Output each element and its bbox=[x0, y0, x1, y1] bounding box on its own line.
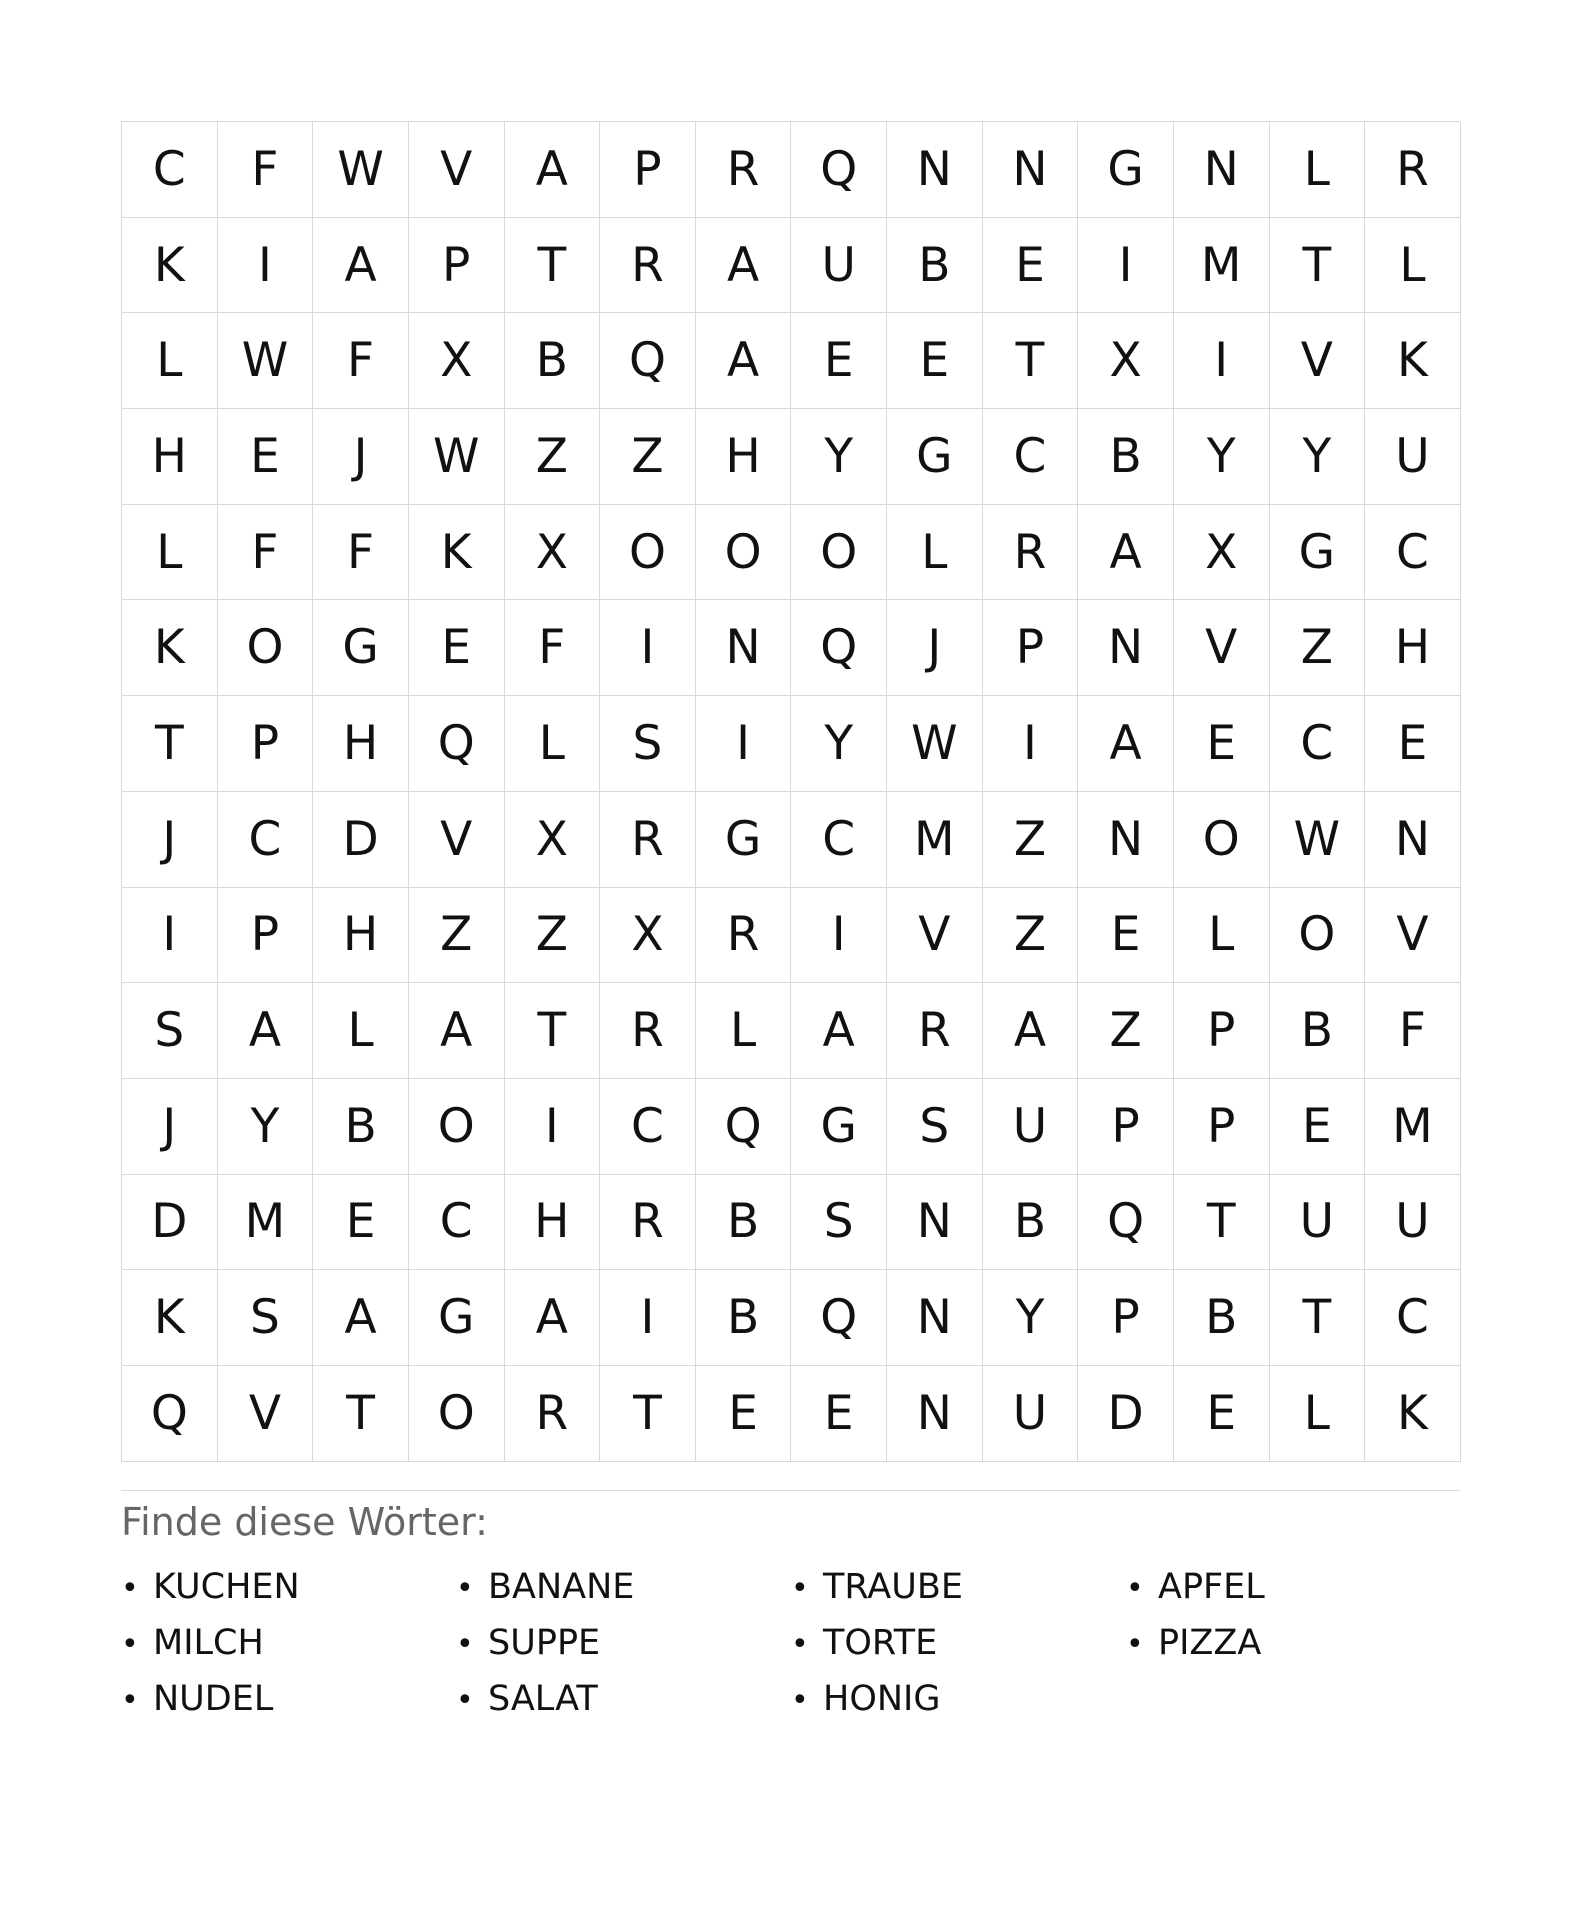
grid-cell[interactable]: N bbox=[887, 1175, 983, 1271]
grid-cell[interactable]: F bbox=[218, 122, 314, 218]
grid-cell[interactable]: I bbox=[791, 888, 887, 984]
word-label: SUPPE bbox=[488, 1622, 601, 1663]
grid-cell[interactable]: D bbox=[1078, 1366, 1174, 1462]
grid-cell[interactable]: G bbox=[887, 409, 983, 505]
grid-cell[interactable]: S bbox=[122, 983, 218, 1079]
grid-cell[interactable]: R bbox=[600, 218, 696, 314]
grid-cell[interactable]: H bbox=[1365, 600, 1461, 696]
grid-cell[interactable]: V bbox=[218, 1366, 314, 1462]
grid-cell[interactable]: R bbox=[600, 792, 696, 888]
grid-cell[interactable]: L bbox=[122, 313, 218, 409]
grid-cell[interactable]: J bbox=[122, 792, 218, 888]
grid-cell[interactable]: N bbox=[1078, 600, 1174, 696]
grid-cell[interactable]: L bbox=[696, 983, 792, 1079]
grid-cell[interactable]: A bbox=[505, 1270, 601, 1366]
grid-cell[interactable]: L bbox=[1365, 218, 1461, 314]
letter-grid bbox=[121, 121, 1460, 1462]
grid-cell[interactable]: B bbox=[983, 1175, 1079, 1271]
grid-cell[interactable]: Z bbox=[983, 888, 1079, 984]
grid-cell[interactable]: I bbox=[1078, 218, 1174, 314]
grid-cell[interactable]: K bbox=[122, 1270, 218, 1366]
grid-cell[interactable]: F bbox=[313, 505, 409, 601]
word-label: TRAUBE bbox=[823, 1566, 963, 1607]
grid-cell[interactable]: W bbox=[313, 122, 409, 218]
grid-cell[interactable]: A bbox=[409, 983, 505, 1079]
grid-cell[interactable]: E bbox=[218, 409, 314, 505]
grid-cell[interactable]: R bbox=[887, 983, 983, 1079]
grid-cell[interactable]: T bbox=[600, 1366, 696, 1462]
grid-cell[interactable]: M bbox=[218, 1175, 314, 1271]
word-item bbox=[791, 1559, 1126, 1615]
grid-cell[interactable]: S bbox=[600, 696, 696, 792]
grid-cell[interactable]: Z bbox=[1078, 983, 1174, 1079]
grid-cell[interactable]: E bbox=[696, 1366, 792, 1462]
bullet-icon: • bbox=[1126, 1626, 1144, 1662]
grid-cell[interactable]: L bbox=[313, 983, 409, 1079]
word-item bbox=[121, 1559, 456, 1615]
grid-cell[interactable]: V bbox=[409, 792, 505, 888]
grid-cell[interactable]: C bbox=[409, 1175, 505, 1271]
grid-cell[interactable]: I bbox=[983, 696, 1079, 792]
grid-cell[interactable]: A bbox=[791, 983, 887, 1079]
grid-cell[interactable]: K bbox=[409, 505, 505, 601]
bullet-icon: • bbox=[456, 1570, 474, 1606]
grid-cell[interactable]: C bbox=[1365, 1270, 1461, 1366]
word-label: KUCHEN bbox=[153, 1566, 300, 1607]
grid-cell[interactable]: I bbox=[218, 218, 314, 314]
word-label: MILCH bbox=[153, 1622, 264, 1663]
grid-cell[interactable]: H bbox=[696, 409, 792, 505]
grid-cell[interactable]: W bbox=[409, 409, 505, 505]
grid-cell[interactable]: W bbox=[887, 696, 983, 792]
grid-cell[interactable]: X bbox=[1174, 505, 1270, 601]
grid-cell[interactable]: Q bbox=[791, 600, 887, 696]
grid-cell[interactable]: Q bbox=[791, 122, 887, 218]
grid-cell[interactable]: V bbox=[1270, 313, 1366, 409]
bullet-icon: • bbox=[456, 1626, 474, 1662]
grid-cell[interactable]: S bbox=[887, 1079, 983, 1175]
grid-cell[interactable]: M bbox=[1365, 1079, 1461, 1175]
bullet-icon: • bbox=[121, 1682, 139, 1718]
grid-cell[interactable]: C bbox=[1365, 505, 1461, 601]
grid-cell[interactable]: E bbox=[1078, 888, 1174, 984]
word-label: TORTE bbox=[823, 1622, 938, 1663]
grid-cell[interactable]: B bbox=[1078, 409, 1174, 505]
grid-cell[interactable]: Q bbox=[696, 1079, 792, 1175]
grid-cell[interactable]: L bbox=[1270, 122, 1366, 218]
grid-cell[interactable]: Z bbox=[1270, 600, 1366, 696]
grid-cell[interactable]: N bbox=[983, 122, 1079, 218]
word-item bbox=[456, 1615, 791, 1671]
bullet-icon: • bbox=[121, 1570, 139, 1606]
grid-cell[interactable]: E bbox=[1174, 1366, 1270, 1462]
word-list bbox=[121, 1559, 1460, 1727]
grid-cell[interactable]: Q bbox=[600, 313, 696, 409]
grid-cell[interactable]: O bbox=[791, 505, 887, 601]
grid-cell[interactable]: N bbox=[887, 1366, 983, 1462]
grid-cell[interactable]: B bbox=[696, 1175, 792, 1271]
grid-cell[interactable]: P bbox=[1174, 1079, 1270, 1175]
grid-cell[interactable]: S bbox=[791, 1175, 887, 1271]
grid-cell[interactable]: Y bbox=[218, 1079, 314, 1175]
grid-cell[interactable]: Z bbox=[409, 888, 505, 984]
grid-cell[interactable]: N bbox=[696, 600, 792, 696]
grid-cell[interactable]: O bbox=[409, 1079, 505, 1175]
grid-cell[interactable]: Y bbox=[983, 1270, 1079, 1366]
grid-cell[interactable]: G bbox=[1078, 122, 1174, 218]
grid-cell[interactable]: O bbox=[1270, 888, 1366, 984]
grid-cell[interactable]: A bbox=[313, 1270, 409, 1366]
word-item bbox=[791, 1615, 1126, 1671]
grid-cell[interactable]: F bbox=[505, 600, 601, 696]
grid-cell[interactable]: J bbox=[122, 1079, 218, 1175]
word-item bbox=[456, 1671, 791, 1727]
grid-cell[interactable]: N bbox=[1078, 792, 1174, 888]
grid-cell[interactable]: T bbox=[505, 218, 601, 314]
grid-cell[interactable]: T bbox=[983, 313, 1079, 409]
grid-cell[interactable]: N bbox=[1365, 792, 1461, 888]
grid-cell[interactable]: Y bbox=[1270, 409, 1366, 505]
grid-cell[interactable]: J bbox=[313, 409, 409, 505]
grid-cell[interactable]: T bbox=[505, 983, 601, 1079]
grid-cell[interactable]: T bbox=[1270, 1270, 1366, 1366]
grid-cell[interactable]: D bbox=[313, 792, 409, 888]
grid-cell[interactable]: P bbox=[983, 600, 1079, 696]
grid-cell[interactable]: M bbox=[887, 792, 983, 888]
grid-cell[interactable]: G bbox=[696, 792, 792, 888]
grid-cell[interactable]: T bbox=[313, 1366, 409, 1462]
grid-cell[interactable]: U bbox=[791, 218, 887, 314]
grid-cell[interactable]: R bbox=[696, 888, 792, 984]
grid-cell[interactable]: I bbox=[696, 696, 792, 792]
grid-cell[interactable]: P bbox=[600, 122, 696, 218]
grid-cell[interactable]: U bbox=[983, 1366, 1079, 1462]
grid-cell[interactable]: L bbox=[1270, 1366, 1366, 1462]
grid-cell[interactable]: E bbox=[791, 1366, 887, 1462]
word-label: APFEL bbox=[1158, 1566, 1265, 1607]
grid-cell[interactable]: T bbox=[122, 696, 218, 792]
grid-cell[interactable]: Y bbox=[791, 409, 887, 505]
word-item bbox=[456, 1559, 791, 1615]
grid-cell[interactable]: W bbox=[218, 313, 314, 409]
word-item bbox=[121, 1671, 456, 1727]
grid-cell[interactable]: U bbox=[1365, 1175, 1461, 1271]
grid-cell[interactable]: B bbox=[887, 218, 983, 314]
word-label: BANANE bbox=[488, 1566, 635, 1607]
grid-cell[interactable]: H bbox=[313, 696, 409, 792]
bullet-icon: • bbox=[791, 1682, 809, 1718]
grid-cell[interactable]: O bbox=[1174, 792, 1270, 888]
grid-cell[interactable]: Y bbox=[1174, 409, 1270, 505]
grid-cell[interactable]: F bbox=[313, 313, 409, 409]
word-label: PIZZA bbox=[1158, 1622, 1262, 1663]
grid-cell[interactable]: E bbox=[409, 600, 505, 696]
grid-cell[interactable]: A bbox=[1078, 505, 1174, 601]
grid-cell[interactable]: F bbox=[1365, 983, 1461, 1079]
grid-cell[interactable]: E bbox=[887, 313, 983, 409]
grid-cell[interactable]: E bbox=[313, 1175, 409, 1271]
grid-cell[interactable]: W bbox=[1270, 792, 1366, 888]
bullet-icon: • bbox=[121, 1626, 139, 1662]
grid-cell[interactable]: Q bbox=[791, 1270, 887, 1366]
grid-cell[interactable]: P bbox=[1078, 1270, 1174, 1366]
grid-cell[interactable]: H bbox=[313, 888, 409, 984]
bullet-icon: • bbox=[456, 1682, 474, 1718]
grid-cell[interactable]: L bbox=[1174, 888, 1270, 984]
grid-cell[interactable]: B bbox=[696, 1270, 792, 1366]
grid-cell[interactable]: B bbox=[313, 1079, 409, 1175]
word-label: HONIG bbox=[823, 1678, 941, 1719]
grid-cell[interactable]: V bbox=[1174, 600, 1270, 696]
grid-cell[interactable]: C bbox=[122, 122, 218, 218]
grid-cell[interactable]: R bbox=[600, 983, 696, 1079]
grid-cell[interactable]: K bbox=[1365, 313, 1461, 409]
grid-cell[interactable]: X bbox=[505, 792, 601, 888]
grid-cell[interactable]: Z bbox=[983, 792, 1079, 888]
grid-cell[interactable]: O bbox=[409, 1366, 505, 1462]
grid-cell[interactable]: K bbox=[122, 600, 218, 696]
grid-cell[interactable]: Z bbox=[505, 409, 601, 505]
grid-cell[interactable]: E bbox=[1365, 696, 1461, 792]
grid-cell[interactable]: C bbox=[600, 1079, 696, 1175]
grid-cell[interactable]: A bbox=[218, 983, 314, 1079]
grid-cell[interactable]: P bbox=[218, 888, 314, 984]
grid-cell[interactable]: M bbox=[1174, 218, 1270, 314]
grid-cell[interactable]: D bbox=[122, 1175, 218, 1271]
word-label: SALAT bbox=[488, 1678, 598, 1719]
word-search-puzzle bbox=[121, 121, 1460, 1727]
bullet-icon: • bbox=[1126, 1570, 1144, 1606]
word-item bbox=[121, 1615, 456, 1671]
grid-cell[interactable]: J bbox=[887, 600, 983, 696]
grid-cell[interactable]: E bbox=[983, 218, 1079, 314]
grid-cell[interactable]: Y bbox=[791, 696, 887, 792]
grid-cell[interactable]: R bbox=[1365, 122, 1461, 218]
bullet-icon: • bbox=[791, 1570, 809, 1606]
grid-cell[interactable]: Q bbox=[1078, 1175, 1174, 1271]
grid-cell[interactable]: H bbox=[122, 409, 218, 505]
grid-cell[interactable]: B bbox=[1270, 983, 1366, 1079]
grid-cell[interactable]: X bbox=[505, 505, 601, 601]
grid-cell[interactable]: R bbox=[505, 1366, 601, 1462]
grid-cell[interactable]: N bbox=[887, 1270, 983, 1366]
grid-cell[interactable]: U bbox=[1365, 409, 1461, 505]
grid-cell[interactable]: E bbox=[791, 313, 887, 409]
grid-cell[interactable]: B bbox=[505, 313, 601, 409]
grid-cell[interactable]: X bbox=[409, 313, 505, 409]
grid-cell[interactable]: K bbox=[122, 218, 218, 314]
grid-cell[interactable]: E bbox=[1270, 1079, 1366, 1175]
grid-cell[interactable]: N bbox=[887, 122, 983, 218]
grid-cell[interactable]: V bbox=[887, 888, 983, 984]
grid-cell[interactable]: U bbox=[983, 1079, 1079, 1175]
grid-cell[interactable]: F bbox=[218, 505, 314, 601]
grid-cell[interactable]: A bbox=[505, 122, 601, 218]
grid-cell[interactable]: L bbox=[887, 505, 983, 601]
grid-cell[interactable]: A bbox=[1078, 696, 1174, 792]
grid-cell[interactable]: C bbox=[791, 792, 887, 888]
grid-cell[interactable]: N bbox=[1174, 122, 1270, 218]
grid-cell[interactable]: C bbox=[983, 409, 1079, 505]
bullet-icon: • bbox=[791, 1626, 809, 1662]
grid-cell[interactable]: I bbox=[122, 888, 218, 984]
grid-cell[interactable]: Z bbox=[505, 888, 601, 984]
grid-cell[interactable]: O bbox=[218, 600, 314, 696]
grid-cell[interactable]: Z bbox=[600, 409, 696, 505]
word-label: NUDEL bbox=[153, 1678, 274, 1719]
grid-cell[interactable]: A bbox=[696, 218, 792, 314]
grid-cell[interactable]: X bbox=[1078, 313, 1174, 409]
grid-cell[interactable]: C bbox=[1270, 696, 1366, 792]
grid-cell[interactable]: T bbox=[1270, 218, 1366, 314]
grid-cell[interactable]: S bbox=[218, 1270, 314, 1366]
grid-cell[interactable]: G bbox=[791, 1079, 887, 1175]
grid-cell[interactable]: A bbox=[983, 983, 1079, 1079]
grid-cell[interactable]: P bbox=[218, 696, 314, 792]
grid-cell[interactable]: G bbox=[313, 600, 409, 696]
grid-cell[interactable]: Q bbox=[409, 696, 505, 792]
grid-cell[interactable]: G bbox=[409, 1270, 505, 1366]
grid-cell[interactable]: L bbox=[122, 505, 218, 601]
grid-cell[interactable]: T bbox=[1174, 1175, 1270, 1271]
grid-cell[interactable]: K bbox=[1365, 1366, 1461, 1462]
divider bbox=[121, 1490, 1460, 1491]
grid-cell[interactable]: R bbox=[696, 122, 792, 218]
grid-cell[interactable]: A bbox=[696, 313, 792, 409]
grid-cell[interactable]: R bbox=[983, 505, 1079, 601]
word-item bbox=[1126, 1559, 1461, 1615]
grid-cell[interactable]: Q bbox=[122, 1366, 218, 1462]
grid-cell[interactable]: R bbox=[600, 1175, 696, 1271]
grid-cell[interactable]: P bbox=[1078, 1079, 1174, 1175]
grid-cell[interactable]: O bbox=[600, 505, 696, 601]
grid-cell[interactable]: I bbox=[600, 600, 696, 696]
words-title: Finde diese Wörter: bbox=[121, 1499, 488, 1544]
grid-cell[interactable]: V bbox=[409, 122, 505, 218]
grid-cell[interactable]: U bbox=[1270, 1175, 1366, 1271]
grid-cell[interactable]: I bbox=[1174, 313, 1270, 409]
word-item bbox=[1126, 1615, 1461, 1671]
grid-cell[interactable]: O bbox=[696, 505, 792, 601]
grid-cell[interactable]: C bbox=[218, 792, 314, 888]
grid-cell[interactable]: L bbox=[505, 696, 601, 792]
grid-cell[interactable]: A bbox=[313, 218, 409, 314]
grid-cell[interactable]: I bbox=[505, 1079, 601, 1175]
grid-cell[interactable]: I bbox=[600, 1270, 696, 1366]
grid-cell[interactable]: G bbox=[1270, 505, 1366, 601]
grid-cell[interactable]: B bbox=[1174, 1270, 1270, 1366]
grid-cell[interactable]: X bbox=[600, 888, 696, 984]
word-item bbox=[791, 1671, 1126, 1727]
grid-cell[interactable]: P bbox=[409, 218, 505, 314]
grid-cell[interactable]: V bbox=[1365, 888, 1461, 984]
grid-cell[interactable]: P bbox=[1174, 983, 1270, 1079]
grid-cell[interactable]: H bbox=[505, 1175, 601, 1271]
grid-cell[interactable]: E bbox=[1174, 696, 1270, 792]
